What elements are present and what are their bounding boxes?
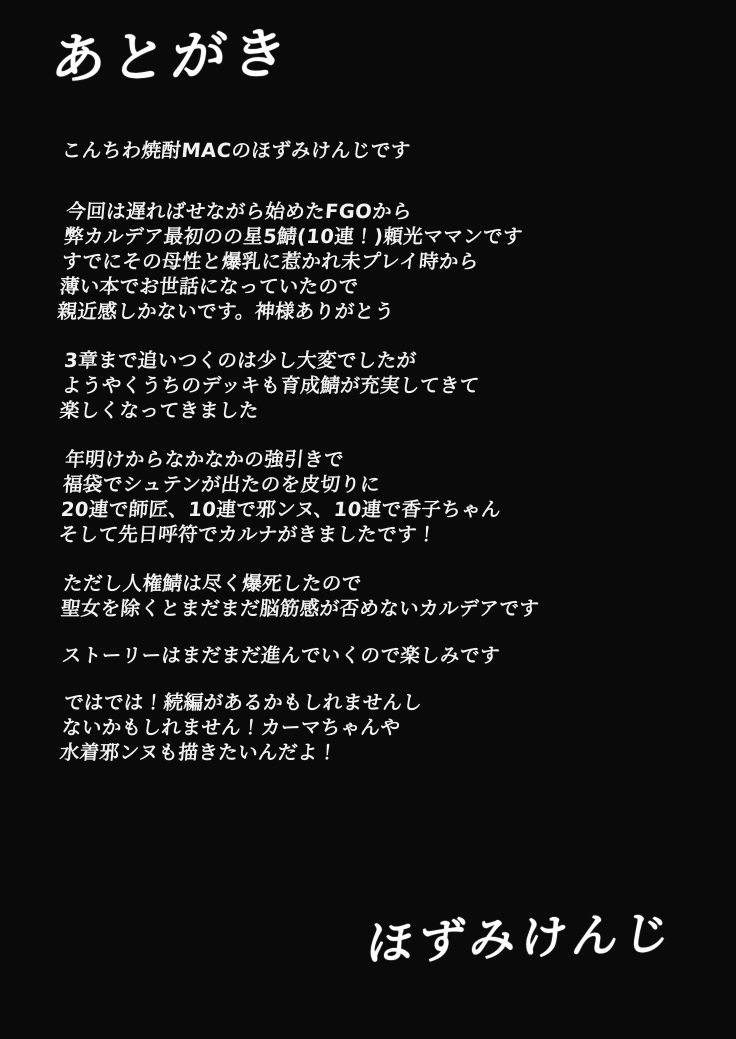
afterword-body [56, 138, 682, 789]
paragraph-greeting: こんちわ焼酎MACのほずみけんじです [60, 139, 412, 162]
paragraph-outro: ではでは！続編があるかもしれませんし ないかもしれません！カーマちゃんや 水着邪ンヌも描きたいんだよ！ [58, 691, 424, 764]
paragraph-intro: 今回は遅ればせながら始めたFGOから 弊カルデア最初のの星5鯖(10連！)頼光ママンです すでにその母性と爆乳に惹かれ未プレイ時から 薄い本でお世話になっていたので 親近感しかないです。神様ありがとう [56, 200, 524, 323]
author-signature: ほずみけんじ [363, 905, 679, 971]
paragraph-jinken: ただし人権鯖は尽く爆死したので 聖女を除くとまだまだ脳筋感が否めないカルデアです [59, 572, 541, 620]
page-title: あとがき [48, 21, 296, 92]
paragraph-gacha: 年明けからなかなかの強引きで 福袋でシュテンが出たのを皮切りに 20連で師匠、10連で邪ンヌ、10連で香子ちゃん そして先日呼符でカルナがきましたです！ [57, 448, 502, 546]
paragraph-story: ストーリーはまだまだ進んでいくので楽しみです [60, 644, 501, 667]
paragraph-chapter3: 3章まで追いつくのは少し大変でしたが ようやくうちのデッキも育成鯖が充実してきて 楽しくなってきました [58, 349, 481, 422]
